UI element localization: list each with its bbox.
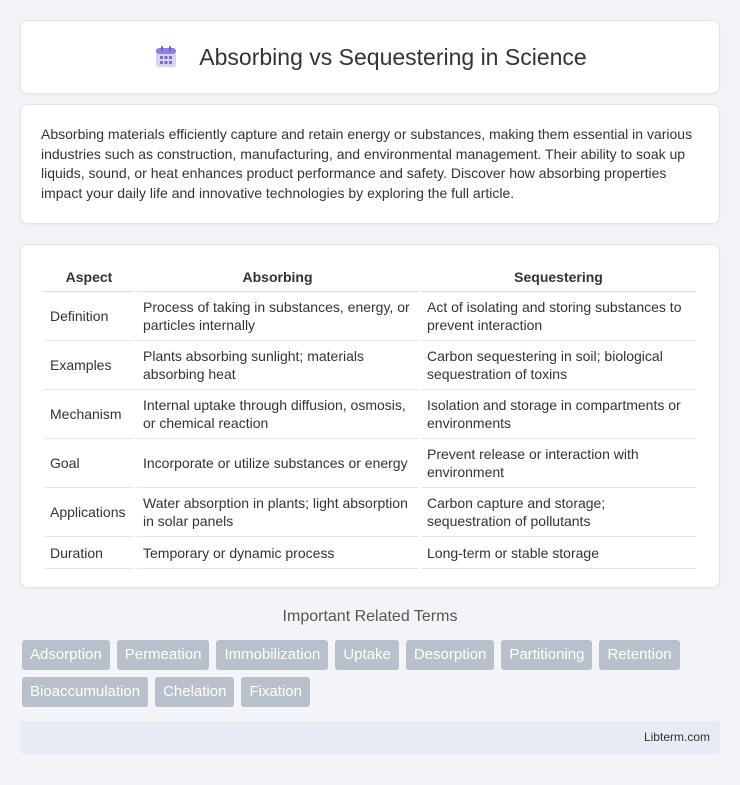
sequestering-cell: Carbon capture and storage; sequestration of pollutants <box>421 488 696 537</box>
table-row <box>44 439 696 488</box>
sequestering-cell: Prevent release or interaction with environment <box>421 439 696 488</box>
absorbing-cell: Internal uptake through diffusion, osmosis, or chemical reaction <box>137 390 418 439</box>
aspect-cell: Mechanism <box>44 390 134 439</box>
related-terms-list <box>22 640 722 707</box>
aspect-cell: Goal <box>44 439 134 488</box>
aspect-cell: Applications <box>44 488 134 537</box>
absorbing-cell: Plants absorbing sunlight; materials absorbing heat <box>137 341 418 390</box>
sequestering-cell: Isolation and storage in compartments or environments <box>421 390 696 439</box>
calendar-grid-icon <box>153 44 179 70</box>
column-header: Absorbing <box>137 263 418 292</box>
tag-partitioning[interactable]: Partitioning <box>501 640 592 670</box>
column-header: Aspect <box>44 263 134 292</box>
sequestering-cell: Act of isolating and storing substances to prevent interaction <box>421 292 696 341</box>
table-row <box>44 292 696 341</box>
absorbing-cell: Process of taking in substances, energy, or particles internally <box>137 292 418 341</box>
absorbing-cell: Temporary or dynamic process <box>137 537 418 569</box>
aspect-cell: Examples <box>44 341 134 390</box>
page-title: Absorbing vs Sequestering in Science <box>199 43 587 70</box>
table-row <box>44 390 696 439</box>
aspect-cell: Duration <box>44 537 134 569</box>
footer-site-link[interactable]: Libterm.com <box>643 730 710 744</box>
column-header: Sequestering <box>421 263 696 292</box>
tag-uptake[interactable]: Uptake <box>335 640 399 670</box>
table-row <box>44 341 696 390</box>
comparison-table-card <box>20 244 720 588</box>
table-header-row <box>44 263 696 292</box>
aspect-cell: Definition <box>44 292 134 341</box>
sequestering-cell: Long-term or stable storage <box>421 537 696 569</box>
footer <box>20 721 720 754</box>
tag-permeation[interactable]: Permeation <box>117 640 210 670</box>
tag-retention[interactable]: Retention <box>599 640 679 670</box>
tag-adsorption[interactable]: Adsorption <box>22 640 110 670</box>
intro-card <box>20 104 720 224</box>
tag-bioaccumulation[interactable]: Bioaccumulation <box>22 677 148 707</box>
tag-desorption[interactable]: Desorption <box>406 640 495 670</box>
absorbing-cell: Water absorption in plants; light absorption in solar panels <box>137 488 418 537</box>
tag-immobilization[interactable]: Immobilization <box>216 640 328 670</box>
tag-fixation[interactable]: Fixation <box>241 677 310 707</box>
intro-paragraph: Absorbing materials efficiently capture and retain energy or substances, making them essential in various industries such as construction, manufacturing, and environmental management. Their ability to soak up liquids, sound, or heat enhances product performance and safety. Discover how absorbing properties impact your daily life and innovative technologies by exploring the full article. <box>41 126 693 201</box>
header-card <box>20 20 720 94</box>
table-row <box>44 537 696 569</box>
comparison-table <box>41 263 699 569</box>
sequestering-cell: Carbon sequestering in soil; biological sequestration of toxins <box>421 341 696 390</box>
tag-chelation[interactable]: Chelation <box>155 677 234 707</box>
related-terms-title: Important Related Terms <box>282 608 458 625</box>
table-row <box>44 488 696 537</box>
absorbing-cell: Incorporate or utilize substances or energy <box>137 439 418 488</box>
